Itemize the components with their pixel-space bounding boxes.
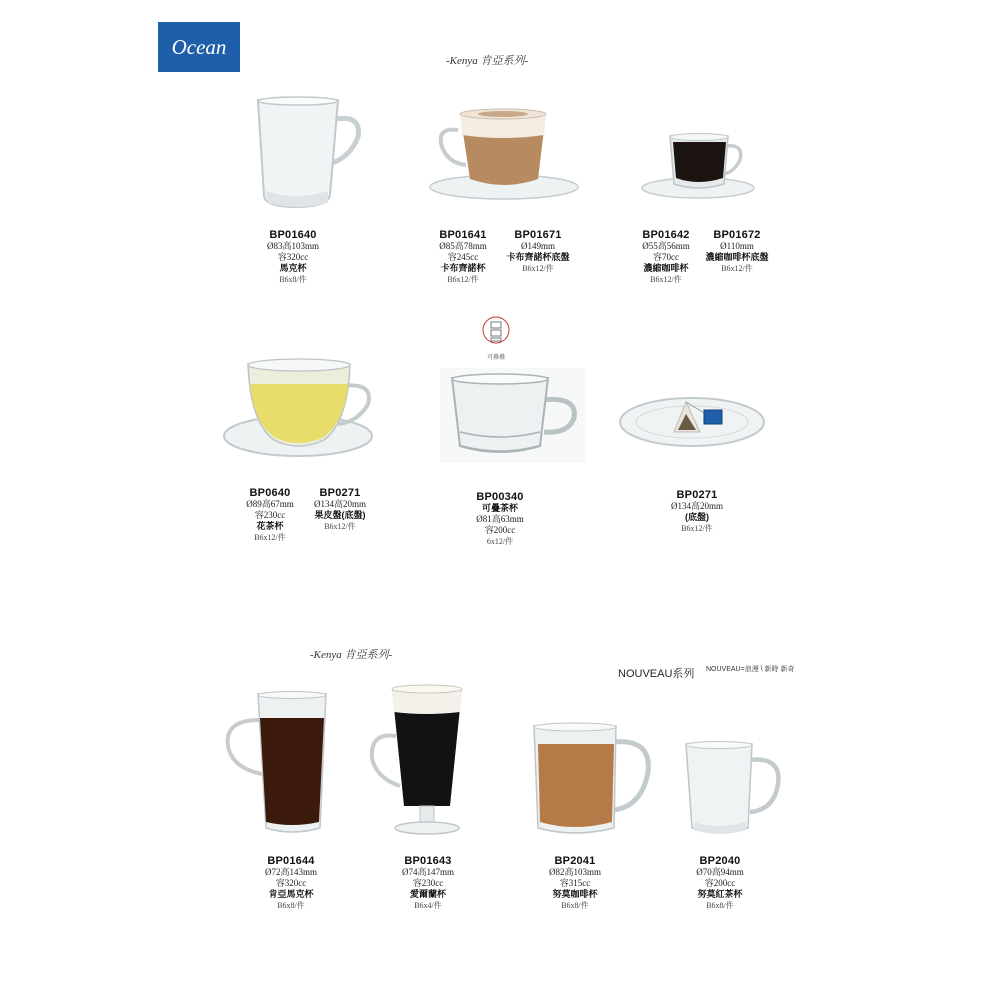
caption-bp01644 — [221, 856, 361, 911]
irish-bp01643-image — [368, 684, 468, 844]
name-bp01671: 卡布齊諾杯底盤 — [506, 252, 570, 262]
pack-bp01644: B6x8/件 — [277, 901, 305, 910]
caption-bp2041 — [505, 856, 645, 911]
espresso-bp01642-image — [640, 130, 758, 208]
mug-bp2040-image — [684, 740, 784, 840]
code-bp2040: BP2040 — [699, 855, 741, 867]
name-bp01641: 卡布齊諾杯 — [440, 263, 486, 273]
volume-bp01644: 容320cc — [275, 878, 307, 888]
name-bp2041: 努莫咖啡杯 — [552, 889, 598, 899]
code-bp2041: BP2041 — [554, 855, 596, 867]
spec-bp01642: Ø55高56mm — [642, 241, 690, 251]
name-bp00340: 可疊茶杯 — [481, 503, 518, 513]
cappuccino-bp01641-image — [428, 105, 583, 210]
name-bp2040: 努莫紅茶杯 — [697, 889, 743, 899]
name-bp0271-b: (底盤) — [685, 512, 709, 522]
spec-bp01641: Ø85高78mm — [439, 241, 487, 251]
volume-bp01641: 容245cc — [447, 252, 479, 262]
volume-bp2041: 容315cc — [559, 878, 591, 888]
volume-bp2040: 容200cc — [704, 878, 736, 888]
name-bp01643: 愛爾蘭杯 — [409, 889, 446, 899]
spec-bp0640: Ø89高67mm — [246, 499, 294, 509]
pack-bp2040: B6x8/件 — [706, 901, 734, 910]
spec-bp00340: Ø81高63mm — [476, 514, 524, 524]
code-bp01641: BP01641 — [439, 229, 487, 241]
stackable-badge-label: 可疊疊 — [486, 355, 505, 361]
code-bp0640: BP0640 — [249, 487, 291, 499]
spec-bp0271-a: Ø134高20mm — [313, 499, 366, 509]
caption-bp01671 — [468, 230, 608, 274]
code-bp01644: BP01644 — [267, 855, 315, 867]
series-label-nouveau-sub: NOUVEAU=浪漫 \ 新時 新奇 — [706, 666, 795, 673]
spec-bp2041: Ø82高103mm — [548, 867, 601, 877]
spec-bp01640: Ø83高103mm — [266, 241, 319, 251]
name-bp01642: 濃縮咖啡杯 — [643, 263, 689, 273]
caption-bp0271-a — [270, 488, 410, 532]
teacup-bp0640-image — [220, 352, 380, 467]
caption-bp00340 — [430, 492, 570, 547]
pack-bp01642: B6x12/件 — [650, 275, 682, 284]
pack-bp01672: B6x12/件 — [721, 264, 753, 273]
code-bp01643: BP01643 — [404, 855, 452, 867]
pack-bp2041: B6x8/件 — [561, 901, 589, 910]
code-bp01640: BP01640 — [269, 229, 317, 241]
pack-bp01643: B6x4/件 — [414, 901, 442, 910]
code-bp01642: BP01642 — [642, 229, 690, 241]
pack-bp0271-a: B6x12/件 — [324, 522, 356, 531]
mug-bp01644-image — [222, 690, 332, 840]
name-bp0640: 花茶杯 — [256, 521, 284, 531]
code-bp00340: BP00340 — [476, 491, 524, 503]
name-bp01672: 濃縮咖啡杯底盤 — [705, 252, 769, 262]
name-bp0271-a: 果皮盤(底盤) — [314, 510, 366, 520]
code-bp0271-b: BP0271 — [676, 489, 718, 501]
caption-bp0271-b — [627, 490, 767, 534]
caption-bp01672 — [667, 230, 807, 274]
spec-bp0271-b: Ø134高20mm — [670, 501, 723, 511]
name-bp01640: 馬克杯 — [279, 263, 307, 273]
mug-bp2041-image — [530, 720, 655, 840]
series-label-top: -Kenya 肯亞系列- — [446, 55, 529, 67]
caption-bp01640 — [223, 230, 363, 285]
pack-bp01641: B6x12/件 — [447, 275, 479, 284]
volume-bp00340: 容200cc — [484, 525, 516, 535]
pack-bp01640: B6x8/件 — [279, 275, 307, 284]
code-bp01671: BP01671 — [514, 229, 562, 241]
plate-bp0271-image — [618, 388, 768, 453]
pack-bp00340: 6x12/件 — [486, 537, 514, 546]
name-bp01644: 肯亞馬克杯 — [268, 889, 314, 899]
code-bp01672: BP01672 — [713, 229, 761, 241]
spec-bp01643: Ø74高147mm — [401, 867, 454, 877]
spec-bp01672: Ø110mm — [720, 241, 754, 251]
stackable-cup-bp00340-image — [440, 368, 585, 463]
mug-bp01640-image — [250, 95, 365, 215]
pack-bp0271-b: B6x12/件 — [681, 524, 713, 533]
ocean-logo — [158, 22, 240, 72]
pack-bp01671: B6x12/件 — [522, 264, 554, 273]
volume-bp0640: 容230cc — [254, 510, 286, 520]
spec-bp2040: Ø70高94mm — [696, 867, 744, 877]
logo-text: Ocean — [171, 34, 227, 59]
caption-bp01643 — [358, 856, 498, 911]
series-label-nouveau: NOUVEAU系列 — [618, 668, 695, 680]
volume-bp01642: 容70cc — [653, 252, 679, 262]
pack-bp0640: B6x12/件 — [254, 533, 286, 542]
series-label-middle: -Kenya 肯亞系列- — [310, 649, 393, 661]
spec-bp01644: Ø72高143mm — [264, 867, 317, 877]
volume-bp01643: 容230cc — [412, 878, 444, 888]
volume-bp01640: 容320cc — [277, 252, 309, 262]
spec-bp01671: Ø149mm — [520, 241, 555, 251]
caption-bp2040 — [650, 856, 790, 911]
code-bp0271-a: BP0271 — [319, 487, 361, 499]
